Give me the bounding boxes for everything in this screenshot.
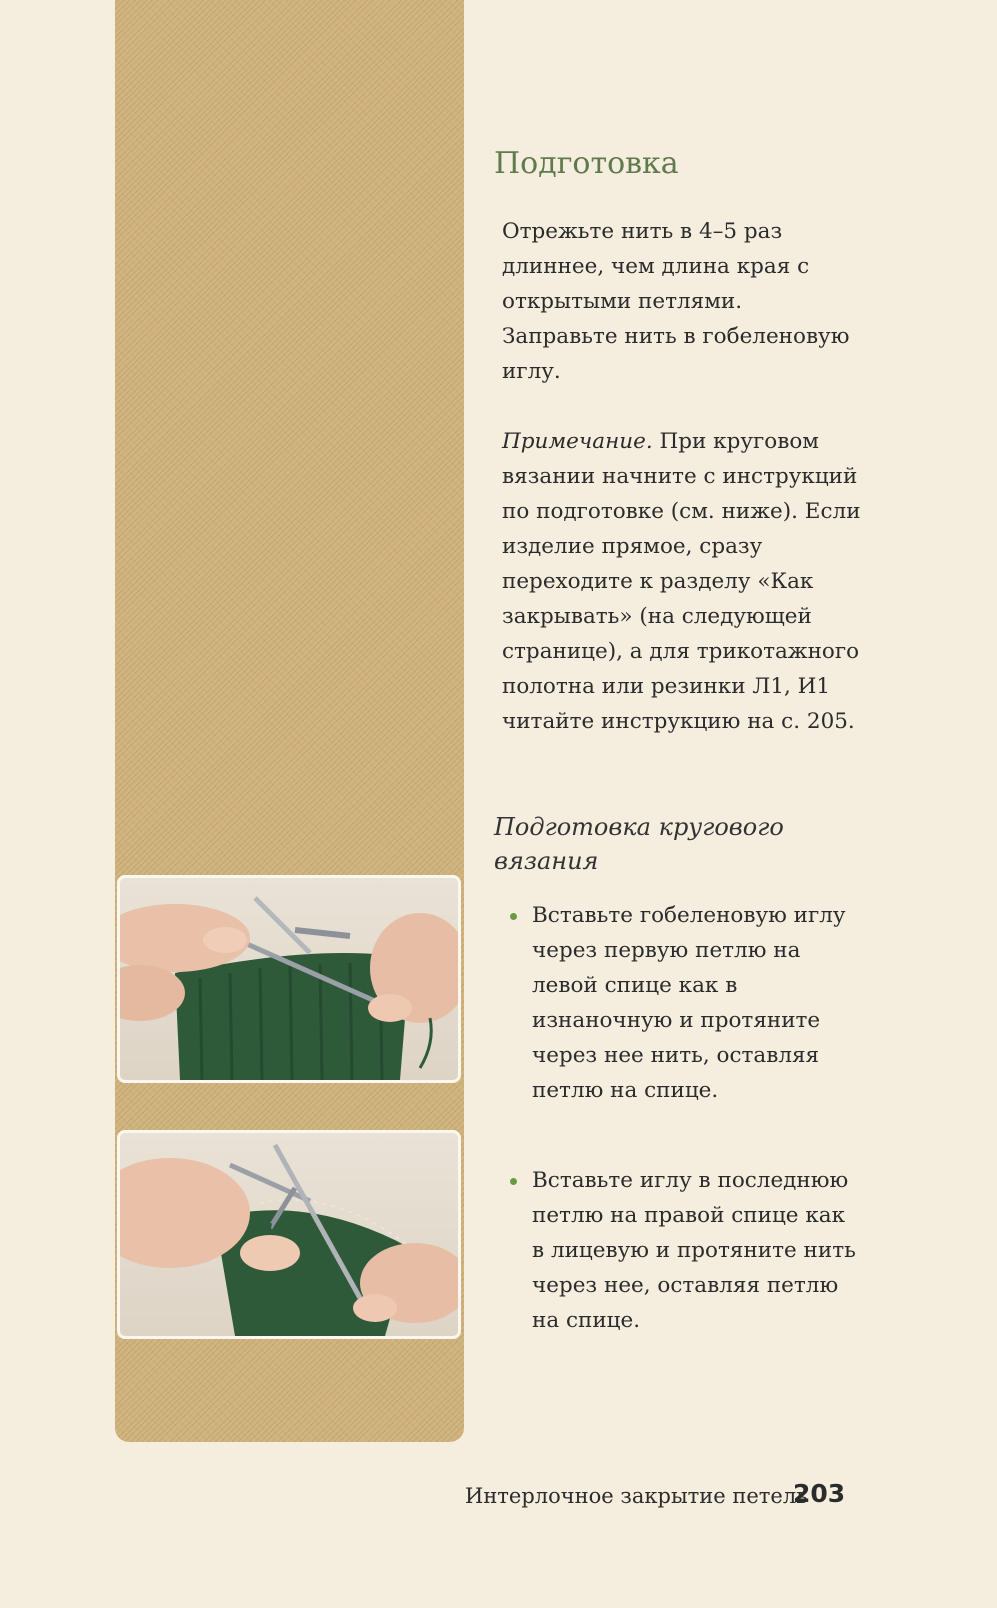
section-heading: Подготовка [494,146,679,181]
preparation-paragraph: Отрежьте нить в 4–5 раз длиннее, чем длина края с открытыми петлями. Заправьте нить в гобеленовую иглу. [502,219,850,384]
knitting-photo-step-2 [117,1130,461,1339]
step-1-text: Вставьте гобеленовую иглу через первую петлю на левой спице как в изнаночную и протяните через нее нить, оставляя петлю на спице. [532,903,846,1103]
bullet-dot-icon [510,1178,517,1185]
circular-subheading: Подготовка кругового вязания [494,813,784,875]
bullet-dot-icon [510,913,517,920]
note-paragraph [502,424,862,739]
note-label: Примечание. [502,429,653,454]
page-number: 203 [793,1479,846,1508]
step-2-text: Вставьте иглу в последнюю петлю на правой спице как в лицевую и протяните нить через нее, оставляя петлю на спице. [532,1168,856,1333]
knitting-photo-step-1 [117,875,461,1083]
note-text: При круговом вязании начните с инструкций по подготовке (см. ниже). Если изделие прямое, сразу переходите к разделу «Как закрывать» (на следующей странице), а для трикотажного полотна или резинки Л1, И1 читайте инструкцию на с. 205. [502,429,861,734]
running-footer-title: Интерлочное закрытие петель [465,1484,808,1508]
